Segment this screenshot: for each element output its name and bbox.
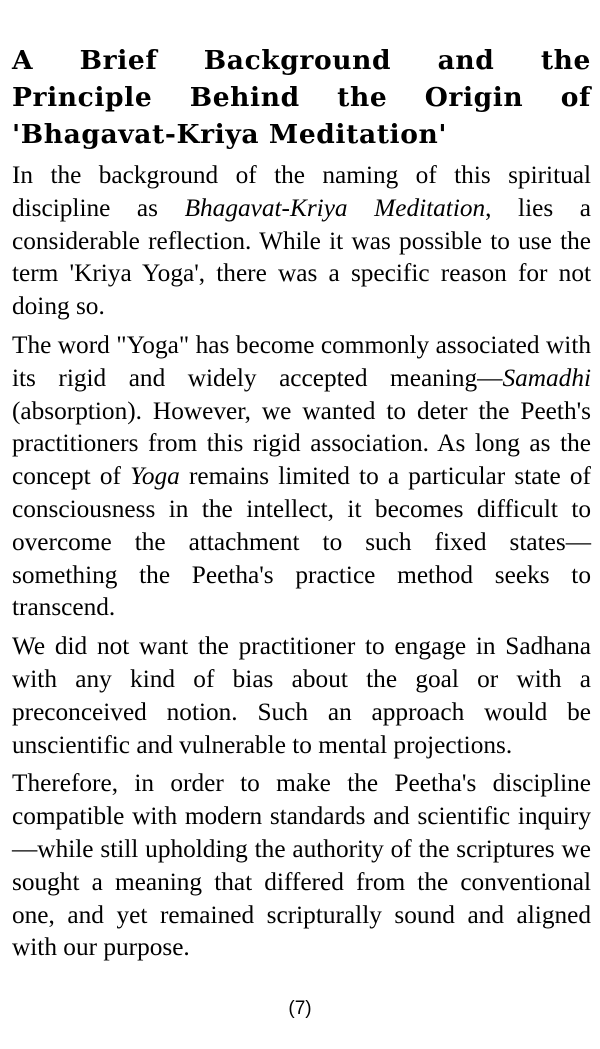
paragraph-text: Therefore, in order to make the Peetha's discipline compatible with modern standards and scientific inquiry—while still upholding the authority of the scriptures we sought a meaning that differed from the conventional one, and yet remained scripturally sound and aligned with our purpose. (12, 769, 591, 962)
paragraph-1 (12, 159, 591, 323)
paragraph-text: , lies a considerable reflection. While it was possible to use the term 'Kriya Yoga', there was a specific reason for not doing so. (12, 193, 591, 321)
paragraph-text: The word "Yoga" has become commonly associated with its rigid and widely accepted meaning— (12, 330, 591, 392)
paragraph-text: remains limited to a particular state of consciousness in the intellect, it becomes difficult to overcome the attachment to such fixed states—something the Peetha's practice method seeks to transcend. (12, 462, 591, 622)
italic-term: Bhagavat-Kriya Meditation (184, 193, 486, 222)
paragraph-text: In the background of the naming of this spiritual discipline as (12, 161, 591, 222)
paragraph-2 (12, 329, 591, 624)
italic-term: Yoga (130, 462, 180, 491)
paragraph-4 (12, 767, 591, 964)
section-heading: A Brief Background and the Principle Behind the Origin of 'Bhagavat-Kriya Meditation' (12, 45, 591, 150)
page-number: (7) (288, 998, 312, 1019)
paragraph-text: We did not want the practitioner to engage in Sadhana with any kind of bias about the goal or with a preconceived notion. Such an approach would be unscientific and vulnerable to mental projections. (12, 632, 591, 759)
paragraph-3 (12, 630, 591, 761)
italic-term: Samadhi (502, 363, 591, 392)
paragraph-text: (absorption). However, we wanted to deter the Peeth's practitioners from this rigid association. As long as the concept of (12, 396, 591, 491)
